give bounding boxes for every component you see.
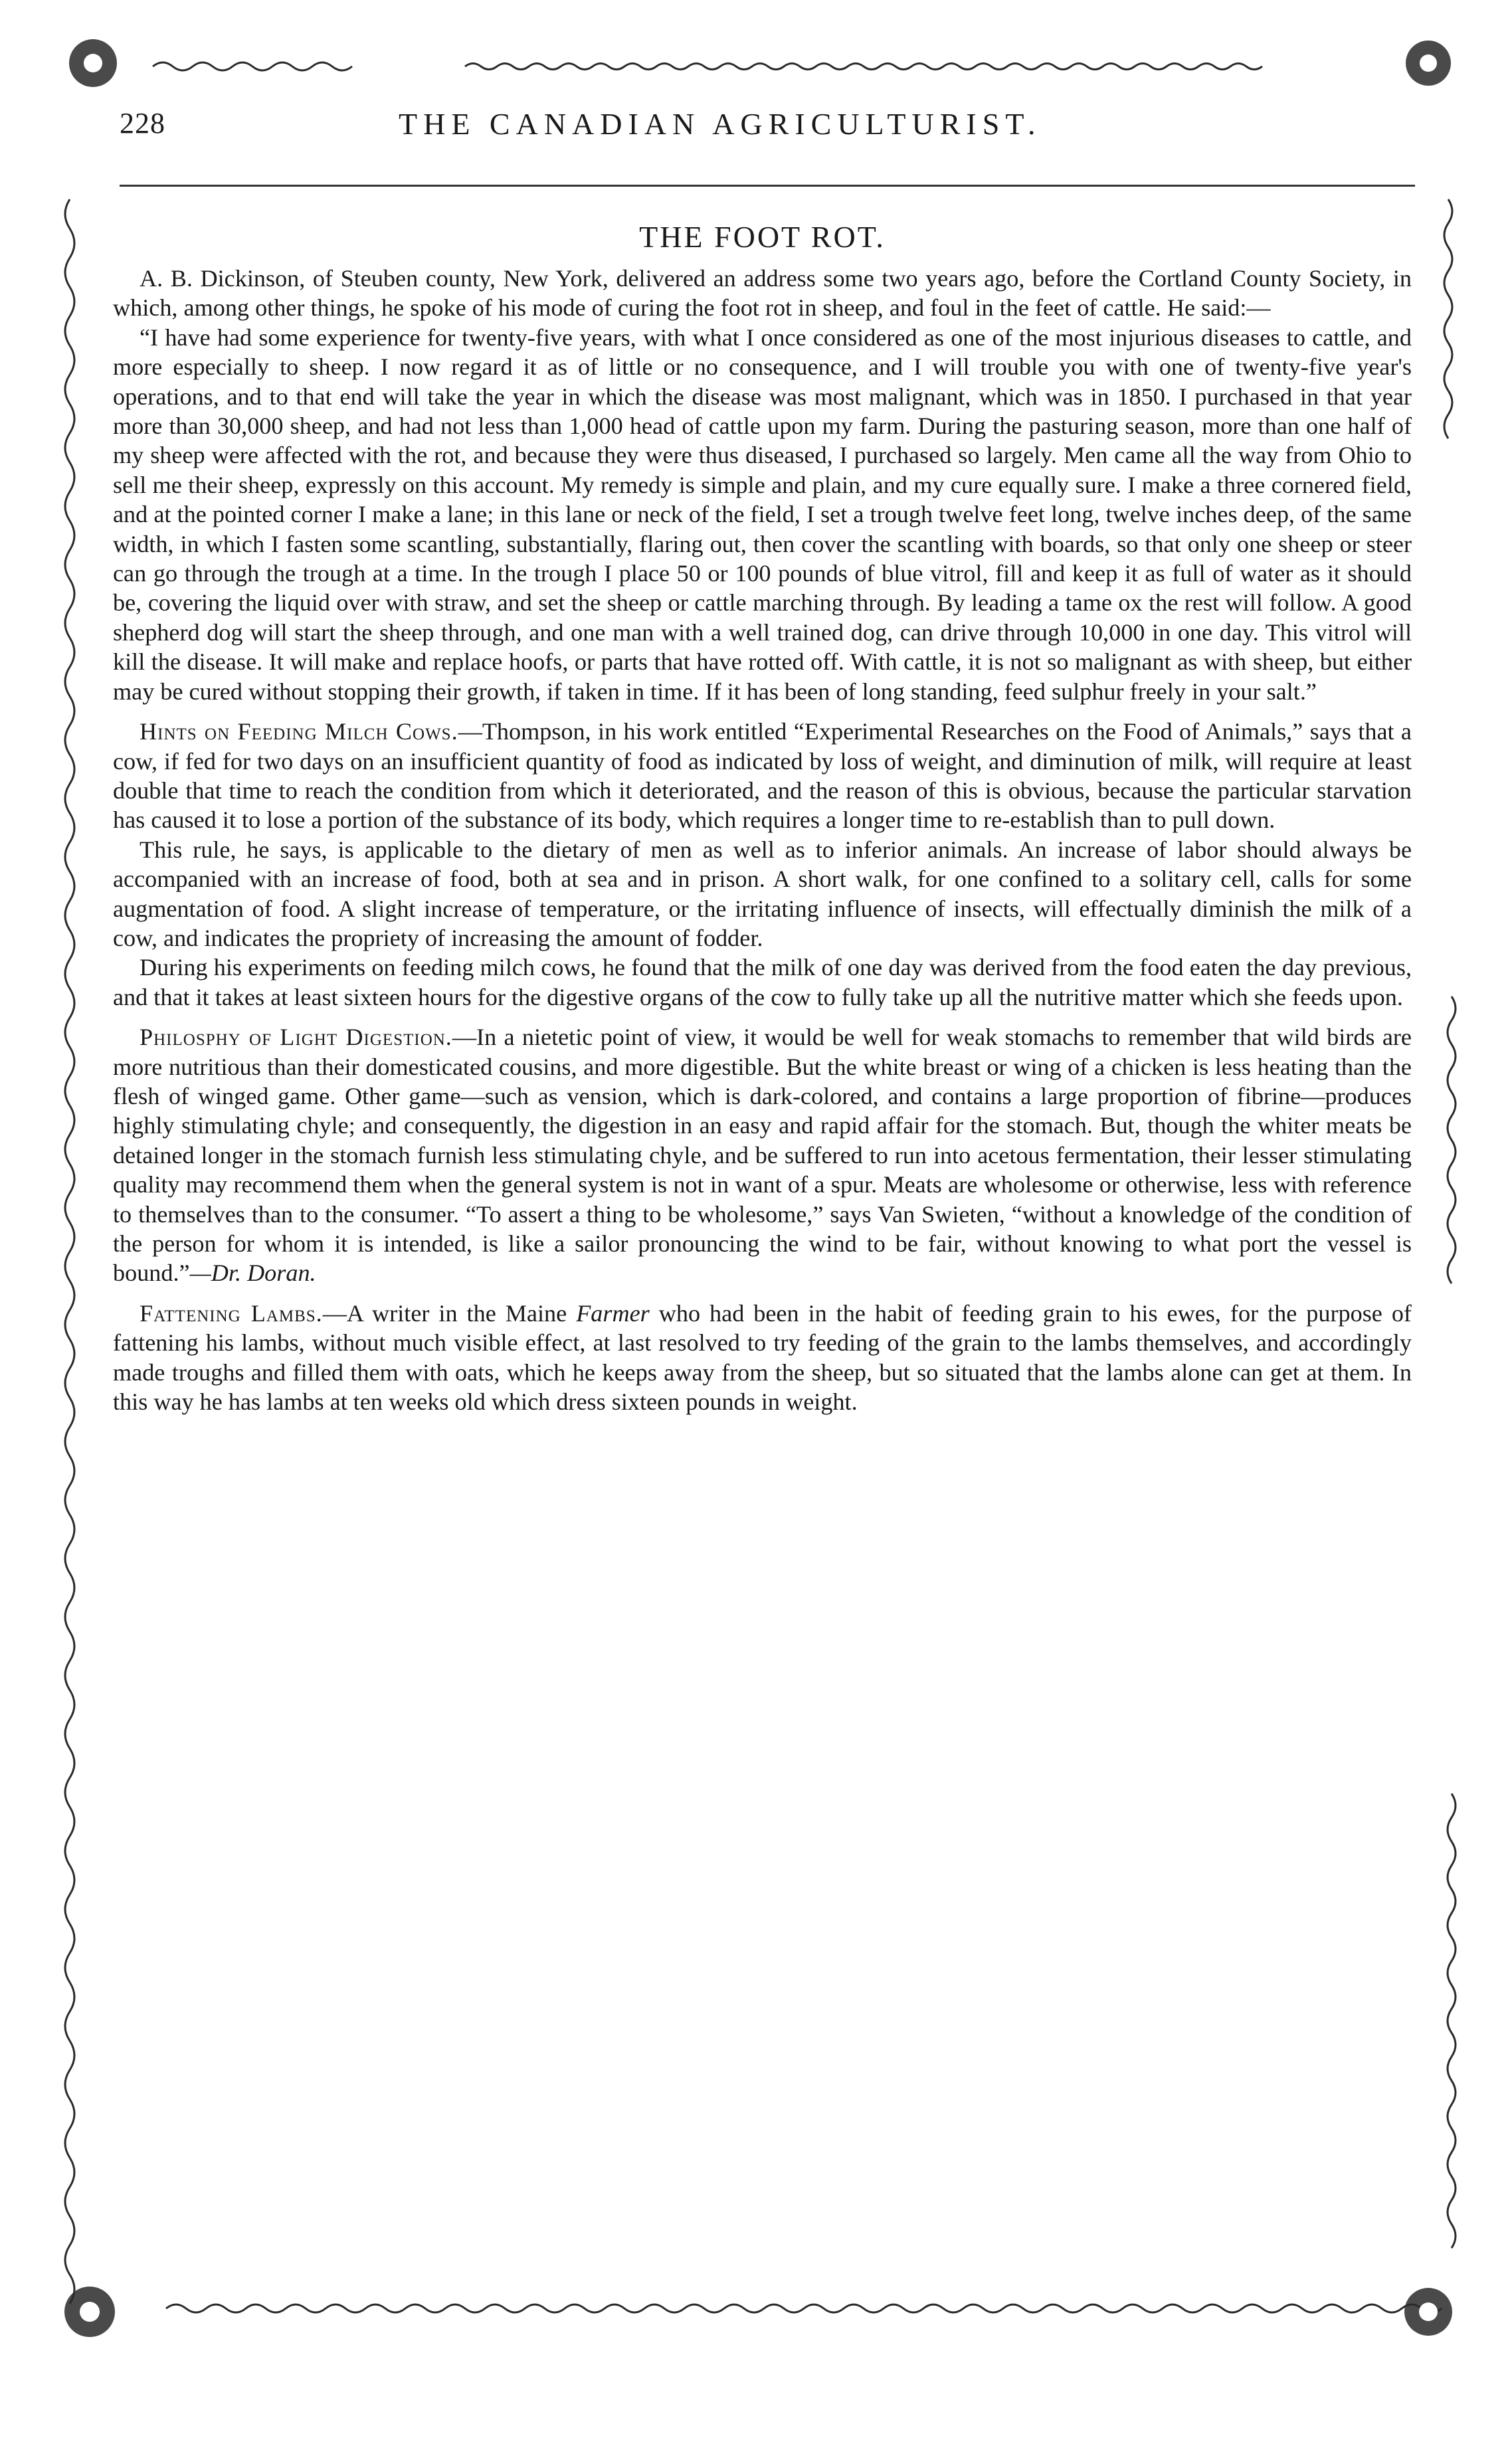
running-head: THE CANADIAN AGRICULTURIST. xyxy=(399,107,1042,141)
page-number: 228 xyxy=(120,107,165,140)
item-milch-cows xyxy=(113,717,1412,835)
item-heading: Philosphy of Light Digestion. xyxy=(140,1024,452,1051)
item-fattening-lambs xyxy=(113,1299,1412,1417)
item-heading: Fattening Lambs. xyxy=(140,1299,323,1327)
article-title: THE FOOT ROT. xyxy=(639,220,886,254)
item-light-digestion xyxy=(113,1022,1412,1288)
header-rule xyxy=(120,185,1415,187)
item-text: —In a nietetic point of view, it would be well for weak stomachs to remember that wild birds are more nutritious than their domesticated cousins, and more digestible. But the white breast or wing of a chicken is less heating than the flesh of winged game. Other game—such as vension, which is dark-colored, and contains a large proportion of fibrine—produces highly stimulating chyle; and consequently, the digestion in an easy and rapid affair for the stomach. But, though the whiter meats be detained longer in the stomach furnish less stimulating chyle, and be suffered to run into acetous fermentation, their lesser stimulating quality may recommend them when the general system is not in want of a spur. Meats are wholesome or otherwise, less with reference to themselves than to the consumer. “To assert a thing to be wholesome,” says Van Swieten, “without a knowledge of the condition of the person for whom it is intended, is like a sailor pronouncing the wind to be fair, without knowing to what port the vessel is bound.” xyxy=(113,1024,1412,1287)
running-header xyxy=(120,106,1428,159)
article-paragraph: “I have had some experience for twenty-five years, with what I once considered as one of the most injurious diseases to cattle, and more especially to sheep. I now regard it as of little or no consequence, and I will trouble you with one of twenty-five year's operations, and to that end will take the year in which the disease was most malignant, which was in 1850. I purchased in that year more than 30,000 sheep, and had not less than 1,000 head of cattle upon my farm. During the pasturing season, more than one half of my sheep were affected with the rot, and because they were thus diseased, I purchased so largely. Men came all the way from Ohio to sell me their sheep, expressly on this account. My remedy is simple and plain, and my cure equally sure. I make a three cornered field, and at the pointed corner I make a lane; in this lane or neck of the field, I set a trough twelve feet long, twelve inches deep, of the same width, in which I fasten some scantling, substantially, flaring out, then cover the scantling with boards, so that only one sheep or steer can go through the trough at a time. In the trough I place 50 or 100 pounds of blue vitrol, fill and keep it as full of water as it should be, covering the liquid over with straw, and set the sheep or cattle marching through. By leading a tame ox the rest will follow. A good shepherd dog will start the sheep through, and one man with a well trained dog, can drive through 10,000 in one day. This vitrol will kill the disease. It will make and replace hoofs, or parts that have rotted off. With cattle, it is not so malignant as with sheep, but either may be cured without stopping their growth, if taken in time. If it has been of long standing, feed sulphur freely in your salt.” xyxy=(113,324,1412,705)
publication-name: Farmer xyxy=(576,1299,650,1327)
item-text: who had been in the habit of feeding grain to his ewes, for the purpose of fattening his lambs, without much visible effect, at last resolved to try feeding of the grain to the lambs themselves, and accordingly made troughs and filled them with oats, which he keeps away from the sheep, but so situated that the lambs alone can get at them. In this way he has lambs at ten weeks old which dress sixteen pounds in weight. xyxy=(113,1299,1412,1416)
item-paragraph: This rule, he says, is applicable to the dietary of men as well as to inferior animals. An increase of labor should always be accompanied with an increase of food, both at sea and in prison. A short walk, for one confined to a solitary cell, calls for some augmentation of food. A slight increase of temperature, or the irritating influence of insects, will effectually diminish the milk of a cow, and indicates the propriety of increasing the amount of fodder. xyxy=(113,836,1412,951)
item-text: —Thompson, in his work entitled “Experimental Researches on the Food of Animals,” says that a cow, if fed for two days on an insufficient quantity of food as indicated by loss of weight, and diminution of milk, will require at least double that time to reach the condition from which it deteriorated, and the reason of this is obvious, because the particular starvation has caused it to lose a portion of the substance of its body, which requires a longer time to re-establish than to pull down. xyxy=(113,718,1412,834)
item-paragraph: During his experiments on feeding milch cows, he found that the milk of one day was derived from the food eaten the day previous, and that it takes at least sixteen hours for the digestive organs of the cow to fully take up all the nutritive matter which she feeds upon. xyxy=(113,954,1412,1010)
item-heading: Hints on Feeding Milch Cows. xyxy=(140,718,458,745)
item-text: —A writer in the Maine xyxy=(322,1299,577,1327)
article-body xyxy=(113,219,1412,1416)
article-paragraph: A. B. Dickinson, of Steuben county, New York, delivered an address some two years ago, before the Cortland County Society, in which, among other things, he spoke of his mode of curing the foot rot in sheep, and foul in the feet of cattle. He said:— xyxy=(113,265,1412,322)
item-attribution: —Dr. Doran. xyxy=(189,1260,316,1287)
